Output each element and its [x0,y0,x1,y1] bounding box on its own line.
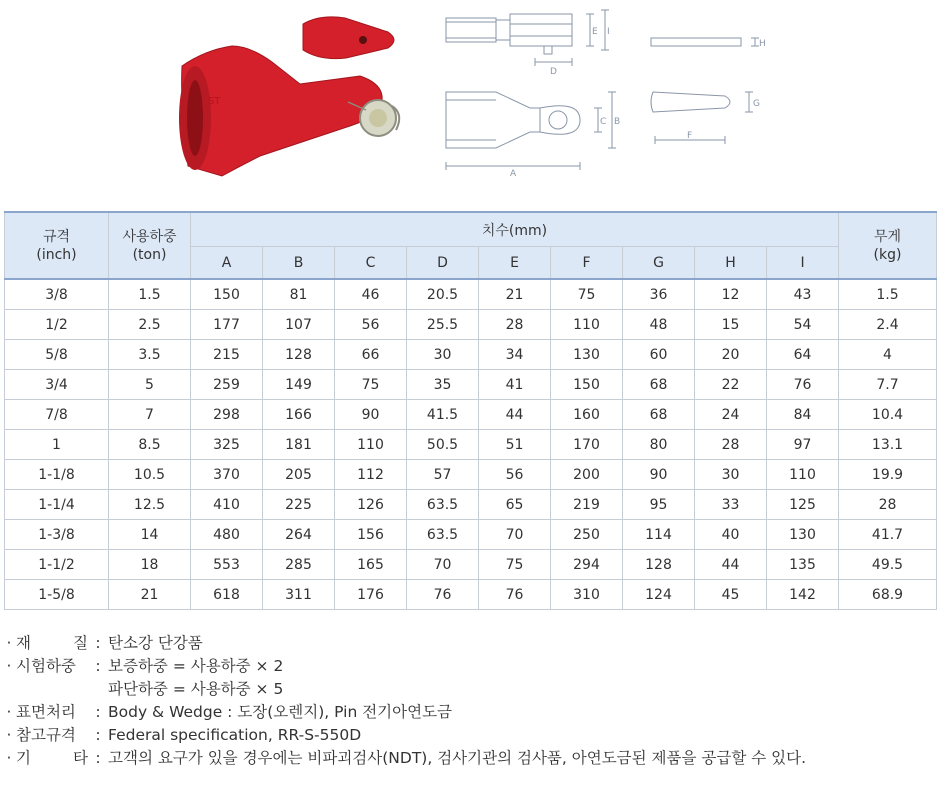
note-reference-value: Federal specification, RR-S-550D [108,726,362,744]
cell-size: 1-1/2 [5,550,109,580]
cell-weight: 2.4 [839,310,937,340]
header-dim-h: H [695,247,767,280]
spec-notes [2,632,938,770]
cell-dim-e: 70 [479,520,551,550]
cell-dim-g: 95 [623,490,695,520]
header-dim-c: C [335,247,407,280]
cell-load: 21 [109,580,191,610]
product-illustration-area [0,0,940,206]
cell-dim-d: 63.5 [407,490,479,520]
cell-size: 1-1/4 [5,490,109,520]
note-separator: : [95,657,101,675]
cell-load: 10.5 [109,460,191,490]
cell-weight: 41.7 [839,520,937,550]
header-weight-label: 무게 [873,228,902,245]
cell-dim-c: 112 [335,460,407,490]
cell-dim-f: 110 [551,310,623,340]
cell-dim-g: 80 [623,430,695,460]
header-dim-f: F [551,247,623,280]
cell-dim-g: 36 [623,279,695,310]
cell-size: 1-5/8 [5,580,109,610]
cell-dim-d: 70 [407,550,479,580]
cell-dim-i: 130 [767,520,839,550]
cell-dim-g: 124 [623,580,695,610]
cell-dim-g: 68 [623,370,695,400]
cell-load: 8.5 [109,430,191,460]
note-material [2,632,938,655]
note-etc-label [16,747,88,770]
dim-label-c: C [600,117,607,127]
cell-dim-a: 553 [191,550,263,580]
header-dimensions: 치수(mm) [191,212,839,247]
cell-dim-e: 34 [479,340,551,370]
cell-dim-i: 76 [767,370,839,400]
cell-dim-a: 325 [191,430,263,460]
cell-dim-c: 90 [335,400,407,430]
cell-dim-d: 35 [407,370,479,400]
cell-load: 2.5 [109,310,191,340]
cell-dim-c: 75 [335,370,407,400]
note-reference [2,724,938,747]
header-dim-e: E [479,247,551,280]
table-row [5,550,937,580]
cell-dim-f: 200 [551,460,623,490]
cell-dim-b: 285 [263,550,335,580]
cell-dim-h: 28 [695,430,767,460]
cell-weight: 1.5 [839,279,937,310]
note-material-label [16,632,88,655]
cell-dim-a: 177 [191,310,263,340]
cell-dim-c: 165 [335,550,407,580]
cell-size: 3/8 [5,279,109,310]
note-test-load [2,655,938,678]
cell-weight: 49.5 [839,550,937,580]
cell-size: 1-3/8 [5,520,109,550]
cell-dim-c: 126 [335,490,407,520]
note-separator: : [95,749,101,767]
cell-size: 5/8 [5,340,109,370]
cell-size: 1 [5,430,109,460]
note-etc-label-a: 기 [16,749,31,767]
cell-dim-e: 41 [479,370,551,400]
cell-dim-c: 156 [335,520,407,550]
cell-dim-h: 22 [695,370,767,400]
cell-dim-d: 25.5 [407,310,479,340]
cell-dim-i: 64 [767,340,839,370]
table-row [5,370,937,400]
cell-dim-h: 30 [695,460,767,490]
cell-weight: 19.9 [839,460,937,490]
cell-dim-i: 142 [767,580,839,610]
cell-dim-g: 48 [623,310,695,340]
cell-dim-f: 150 [551,370,623,400]
cell-dim-e: 65 [479,490,551,520]
cell-dim-f: 160 [551,400,623,430]
drawing-side-view [440,2,640,82]
cell-load: 3.5 [109,340,191,370]
cell-dim-a: 410 [191,490,263,520]
cell-dim-b: 181 [263,430,335,460]
drawing-top-view [440,80,640,180]
dim-label-i: I [607,27,610,37]
dim-label-d: D [550,67,557,77]
cell-dim-g: 68 [623,400,695,430]
header-load-label: 사용하중 [122,228,177,245]
table-row [5,340,937,370]
cell-dim-e: 21 [479,279,551,310]
cell-dim-h: 33 [695,490,767,520]
cell-dim-e: 44 [479,400,551,430]
cell-size: 1/2 [5,310,109,340]
cell-dim-b: 205 [263,460,335,490]
cell-dim-a: 480 [191,520,263,550]
cell-dim-h: 44 [695,550,767,580]
cell-dim-b: 81 [263,279,335,310]
dim-label-h: H [759,39,766,49]
note-test-value-1: 보증하중 = 사용하중 × 2 [108,657,284,675]
cell-dim-i: 135 [767,550,839,580]
note-material-label-a: 재 [16,634,31,652]
header-load [109,212,191,279]
table-row [5,400,937,430]
header-size [5,212,109,279]
dim-label-f: F [687,131,693,141]
cell-dim-f: 310 [551,580,623,610]
cell-dim-i: 110 [767,460,839,490]
cell-dim-b: 166 [263,400,335,430]
cell-dim-h: 45 [695,580,767,610]
table-row [5,580,937,610]
cell-dim-b: 264 [263,520,335,550]
cell-load: 5 [109,370,191,400]
note-test-load-2 [2,678,938,701]
note-material-label-b: 질 [73,634,88,652]
note-surface-value: Body & Wedge : 도장(오렌지), Pin 전기아연도금 [108,703,453,721]
note-surface-label: 표면처리 [16,703,76,721]
cell-size: 1-1/8 [5,460,109,490]
cell-weight: 68.9 [839,580,937,610]
cell-dim-a: 370 [191,460,263,490]
cell-dim-e: 28 [479,310,551,340]
cell-dim-i: 84 [767,400,839,430]
cell-dim-e: 76 [479,580,551,610]
cell-dim-f: 75 [551,279,623,310]
header-dim-b: B [263,247,335,280]
cell-dim-f: 130 [551,340,623,370]
table-row [5,310,937,340]
note-etc-value: 고객의 요구가 있을 경우에는 비파괴검사(NDT), 검사기관의 검사품, 아연도금된 제품을 공급할 수 있다. [108,749,807,767]
header-dim-a: A [191,247,263,280]
cell-dim-h: 24 [695,400,767,430]
cell-dim-i: 125 [767,490,839,520]
note-test-label: 시험하중 [16,657,76,675]
note-bullet: · [6,634,12,652]
cell-weight: 13.1 [839,430,937,460]
cell-dim-a: 259 [191,370,263,400]
cell-dim-h: 20 [695,340,767,370]
header-dim-d: D [407,247,479,280]
header-weight-unit: (kg) [873,246,902,263]
header-dim-g: G [623,247,695,280]
cell-size: 3/4 [5,370,109,400]
cell-dim-a: 215 [191,340,263,370]
cell-dim-a: 150 [191,279,263,310]
note-etc [2,747,938,770]
cell-load: 18 [109,550,191,580]
note-bullet: · [6,703,12,721]
cell-dim-i: 43 [767,279,839,310]
note-test-value-2: 파단하중 = 사용하중 × 5 [108,680,284,698]
cell-dim-e: 51 [479,430,551,460]
drawing-wedge-side [645,28,775,64]
cell-dim-d: 41.5 [407,400,479,430]
cell-dim-g: 60 [623,340,695,370]
note-separator: : [95,634,101,652]
cell-weight: 10.4 [839,400,937,430]
header-size-label: 규격 [42,228,71,245]
cell-dim-h: 12 [695,279,767,310]
product-photo [160,6,430,196]
header-size-unit: (inch) [36,246,77,263]
cell-dim-b: 311 [263,580,335,610]
cell-load: 12.5 [109,490,191,520]
product-mark-text: ST [208,96,221,107]
cell-dim-d: 50.5 [407,430,479,460]
cell-dim-b: 128 [263,340,335,370]
header-weight [839,212,937,279]
cell-dim-b: 225 [263,490,335,520]
note-bullet: · [6,749,12,767]
cell-load: 7 [109,400,191,430]
cell-dim-f: 250 [551,520,623,550]
table-row [5,430,937,460]
table-row [5,490,937,520]
cell-dim-d: 63.5 [407,520,479,550]
cell-dim-a: 298 [191,400,263,430]
cell-dim-i: 54 [767,310,839,340]
cell-dim-g: 90 [623,460,695,490]
table-row [5,279,937,310]
table-row [5,520,937,550]
cell-dim-f: 219 [551,490,623,520]
cell-dim-g: 114 [623,520,695,550]
dim-label-e: E [592,27,598,37]
cell-load: 14 [109,520,191,550]
dim-label-g: G [753,99,760,109]
cell-dim-c: 56 [335,310,407,340]
cell-dim-f: 170 [551,430,623,460]
note-reference-label: 참고규격 [16,726,76,744]
table-row [5,460,937,490]
note-separator: : [95,703,101,721]
cell-dim-d: 30 [407,340,479,370]
cell-dim-c: 46 [335,279,407,310]
note-etc-label-b: 타 [73,749,88,767]
cell-dim-h: 15 [695,310,767,340]
cell-dim-h: 40 [695,520,767,550]
spec-table-body [5,279,937,610]
cell-weight: 7.7 [839,370,937,400]
cell-dim-i: 97 [767,430,839,460]
dim-label-b: B [614,117,621,127]
cell-dim-d: 57 [407,460,479,490]
cell-dim-b: 107 [263,310,335,340]
cell-size: 7/8 [5,400,109,430]
cell-load: 1.5 [109,279,191,310]
cell-dim-a: 618 [191,580,263,610]
cell-dim-b: 149 [263,370,335,400]
cell-dim-c: 66 [335,340,407,370]
cell-weight: 28 [839,490,937,520]
drawing-wedge-top [645,82,775,162]
socket-body [182,46,383,176]
dim-label-a: A [510,169,517,179]
note-bullet: · [6,726,12,744]
cell-weight: 4 [839,340,937,370]
header-dim-i: I [767,247,839,280]
cell-dim-e: 56 [479,460,551,490]
cell-dim-c: 176 [335,580,407,610]
note-separator: : [95,726,101,744]
cell-dim-g: 128 [623,550,695,580]
cell-dim-d: 76 [407,580,479,610]
header-load-unit: (ton) [132,246,167,263]
cell-dim-c: 110 [335,430,407,460]
note-material-value: 탄소강 단강품 [108,634,203,652]
cell-dim-d: 20.5 [407,279,479,310]
cell-dim-f: 294 [551,550,623,580]
note-bullet: · [6,657,12,675]
spec-table [4,211,937,610]
wedge-part [303,17,394,59]
cell-dim-e: 75 [479,550,551,580]
note-surface [2,701,938,724]
